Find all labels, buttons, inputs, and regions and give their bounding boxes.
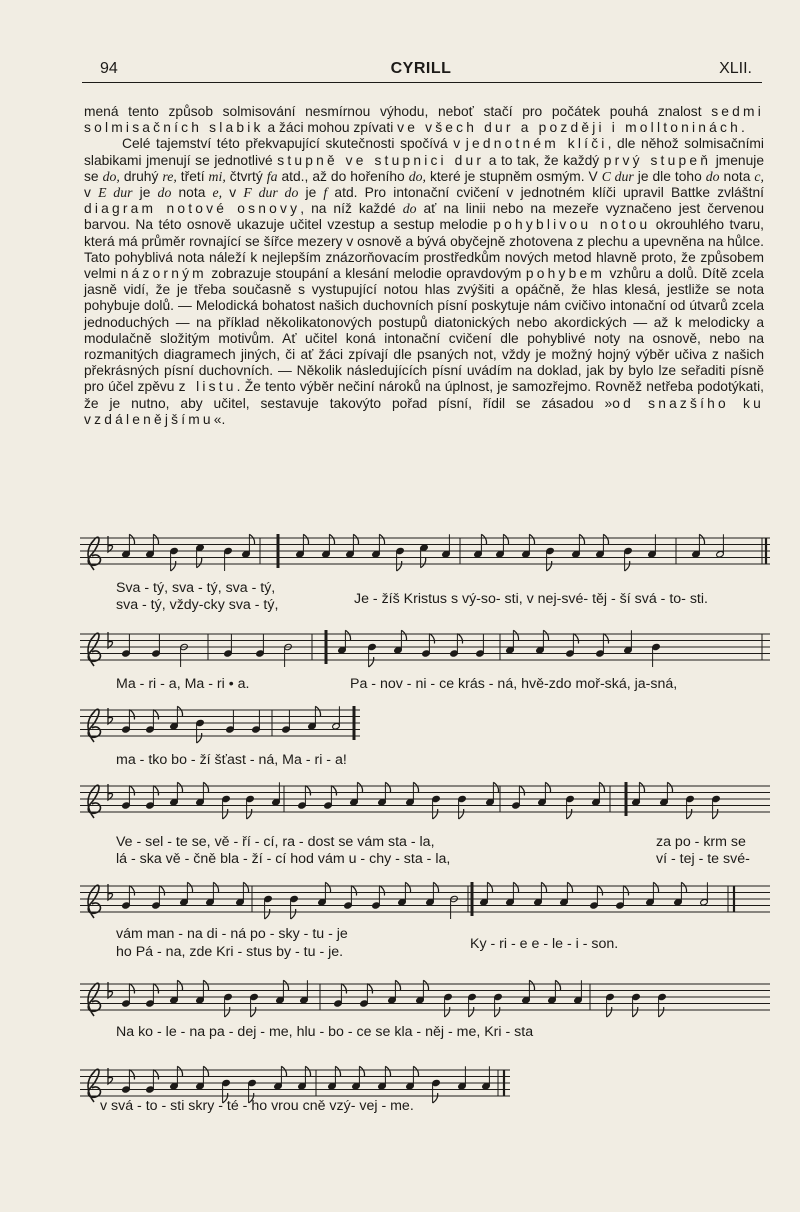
note-flag [433,882,438,892]
note-flag [305,786,310,796]
lyric-line: Pa - nov - ni - ce krás - ná, hvě-zdo moř-ská, ja-sná, [350,676,678,692]
note-flag [129,534,134,544]
note-flag [129,1070,134,1080]
lyric-line: za po - krm se [656,834,746,850]
note-flag [413,1066,418,1076]
note-flag [177,706,182,716]
note-flag [433,809,438,819]
note-flag [251,1007,256,1017]
note-flag [545,782,550,792]
note-flag [385,782,390,792]
lyric-line: sva - tý, vždy-cky sva - tý, [116,597,279,613]
note-flag [567,809,572,819]
note-flag [495,1007,500,1017]
paragraph-2: Celé tajemství této překvapující skutečnosti spočívá v jednotném klíči, dle něhož solmisačními slabikami jmenují se jednotlivé stupně ve stupnici dur a to tak, že každý prvý stupeň jmenuje se do, druhý re, třetí mi, čtvrtý fa atd., až do hořeního do, které je stupněm osmým. V C dur je dle toho do nota c, v E dur je do nota e, v F dur do je f atd. Pro intonační cvičení v jednotném klíči upravil Battke zvláštní diagram notové osnovy, na níž každé do ať na linii nebo na mezeře vyznačeno jest červenou barvou. Na této osnově ukazuje učitel vzestup a sestup melodie pohyblivou notou okrouhlého tvaru, která má průměr rovnající se šířce mezery v osnově a bývá obyčejně zhotovena z plechu a upevněna na hůlce. Tato pohyblivá nota náleží k nejlepším znázorňovacím prostředkům nových metod hlavně proto, že způsobem velmi názorným zobrazuje stoupání a klesání melodie opravdovým pohybem vzhůru a dolů. Dítě zcela jasně vidí, že je třeba současně s vystupující notou hlas zvýšiti a opáčně, že hlas klesá, jestliže se nota pohybuje dolů. — Melodická bohatost našich duchovních písní poskytuje nám cvičivo intonační od útvarů zcela jednoduchých — na příklad několikatonových postupů diatonických nebo akordických — až k melodicky a modulačně složitým motivům. Ať učitel koná intonační cvičení dle pohyblivé noty na osnově, nebo na rozmanitých diagramech jiných, či ať žáci zpívají dle psaných not, vždy je možný hojný výběr učiva z našich překrásných písní duchovních. — Několik následujících písní uvádím na doklad, jak by bylo lze seřaditi písně pro účel zpěvu z listu. Že tento výběr nečiní nároků na úplnost, je samozřejmo. Rovněž netřeba podotýkati, že je nutno, aby učitel, sestavuje takovýto pořad písní, řídil se zásadou »od snazšího ku vzdálenějšímu«. [84,136,765,427]
treble-clef-icon [88,785,100,818]
note-flag [413,782,418,792]
note-flag [397,561,402,571]
lyric-line: lá - ska vě - čně bla - ží - cí hod vám u - chy - sta - la, [116,851,451,867]
note-flag [667,782,672,792]
note-flag [687,809,692,819]
lyric-line: Ma - ri - a, Ma - ri • a. [116,676,250,692]
section-number: XLII. [719,60,752,77]
note-flag [421,558,426,568]
lyric-line: ma - tko bo - ží šťast - ná, Ma - ri - a! [116,752,347,768]
note-flag [197,558,202,568]
note-flag [129,886,134,896]
note-flag [469,1007,474,1017]
note-flag [197,733,202,743]
note-flag [353,534,358,544]
note-flag [597,886,602,896]
note-flag [225,1007,230,1017]
lyric-line: ho Pá - na, zde Kri - stus by - tu - je. [116,944,344,960]
note-flag [177,1066,182,1076]
note-flag [493,782,498,792]
paragraph-1: mená tento způsob solmisování nesmírnou výhodu, neboť stačí pro počátek pouhá znalost sedmi solmisačních slabik a žáci mohou zpívati ve všech dur a později i molltoninách. [84,104,764,136]
note-flag [541,882,546,892]
treble-clef-icon [88,885,100,918]
note-flag [481,534,486,544]
treble-clef-icon [88,537,100,570]
note-flag [247,809,252,819]
note-flag [401,630,406,640]
treble-clef-icon [88,633,100,666]
note-flag [359,1066,364,1076]
note-flag [607,1007,612,1017]
note-flag [713,809,718,819]
lyric-line: Je - žíš Kristus s vý-so- sti, v nej-své- těj - ší svá - to- sti. [354,591,708,607]
note-flag [357,782,362,792]
note-flag [379,534,384,544]
body-text [84,104,764,428]
note-flag [153,984,158,994]
music-staff-3 [80,700,770,758]
note-flag [367,984,372,994]
note-flag [623,886,628,896]
treble-clef-icon [88,709,100,742]
note-flag [265,909,270,919]
note-flag [335,1066,340,1076]
note-flag [487,882,492,892]
note-flag [129,710,134,720]
note-flag [153,1070,158,1080]
note-flag [351,886,356,896]
note-flag [315,706,320,716]
note-flag [395,980,400,990]
lyric-line: v svá - to - sti skry - té - ho vrou cně vzý- vej - me. [100,1098,414,1114]
note-flag [681,882,686,892]
note-flag [567,882,572,892]
note-flag [599,782,604,792]
note-flag [345,630,350,640]
note-flag [457,634,462,644]
page-header [82,60,760,84]
music-staff-4 [80,776,770,834]
note-flag [503,534,508,544]
note-flag [329,534,334,544]
note-flag [579,534,584,544]
note-flag [405,882,410,892]
note-flag [187,882,192,892]
header-rule [82,82,762,83]
lyric-line: vám man - na di - ná po - sky - tu - je [116,926,348,942]
note-flag [653,882,658,892]
note-flag [547,561,552,571]
note-flag [177,782,182,792]
note-flag [243,882,248,892]
note-flag [633,1007,638,1017]
treble-clef-icon [88,983,100,1016]
lyric-line: Sva - tý, sva - tý, sva - tý, [116,580,276,596]
note-flag [625,561,630,571]
note-flag [529,980,534,990]
note-flag [223,809,228,819]
lyric-line: Na ko - le - na pa - dej - me, hlu - bo - ce se kla - něj - me, Kri - sta [116,1024,534,1040]
treble-clef-icon [88,1069,100,1102]
note-flag [129,984,134,994]
note-flag [153,786,158,796]
note-flag [159,886,164,896]
note-flag [291,909,296,919]
page-number: 94 [100,60,118,77]
music-staff-2 [80,624,770,682]
note-flag [341,984,346,994]
note-flag [603,534,608,544]
note-flag [555,980,560,990]
note-flag [303,534,308,544]
note-flag [379,886,384,896]
note-flag [459,809,464,819]
note-flag [325,882,330,892]
running-title: CYRILL [390,60,452,77]
lyric-line: Ve - sel - te se, vě - ří - cí, ra - dost se vám sta - la, [116,834,435,850]
note-flag [177,980,182,990]
note-flag [203,782,208,792]
note-flag [203,1066,208,1076]
note-flag [639,782,644,792]
note-flag [429,634,434,644]
note-flag [171,561,176,571]
note-flag [385,1066,390,1076]
note-flag [331,786,336,796]
note-flag [603,634,608,644]
note-flag [153,710,158,720]
note-flag [203,980,208,990]
note-flag [423,980,428,990]
note-flag [513,630,518,640]
note-flag [519,786,524,796]
note-flag [573,634,578,644]
lyric-line: ví - tej - te své- [656,851,750,867]
note-flag [213,882,218,892]
note-flag [529,534,534,544]
note-flag [433,1093,438,1103]
note-flag [281,1066,286,1076]
note-flag [283,980,288,990]
note-flag [513,882,518,892]
note-flag [249,534,254,544]
note-flag [153,534,158,544]
note-flag [659,1007,664,1017]
note-flag [129,786,134,796]
lyric-line: Ky - ri - e e - le - i - son. [470,936,619,952]
note-flag [445,1007,450,1017]
note-flag [305,1066,310,1076]
note-flag [543,630,548,640]
note-flag [699,534,704,544]
music-staff-1 [80,528,770,586]
note-flag [369,657,374,667]
